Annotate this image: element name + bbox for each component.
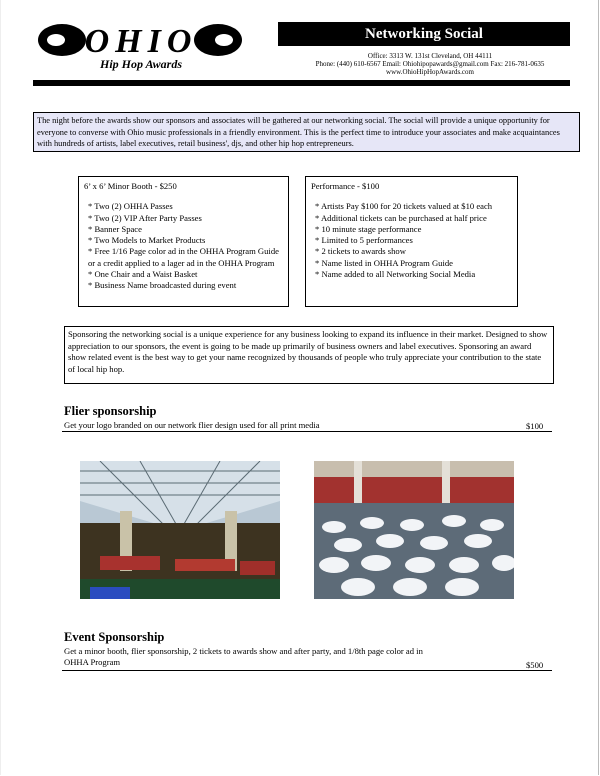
atrium-venue-photo [80,461,280,599]
svg-text:OHIO: OHIO [84,23,198,60]
list-item: * Two Models to Market Products [88,235,206,246]
website-link[interactable]: www.OhioHipHopAwards.com [386,68,474,76]
minor-booth-list [84,201,283,291]
list-item: * Banner Space [88,223,142,234]
list-item: * Two (2) OHHA Passes [88,201,173,212]
list-item: * Name listed in OHHA Program Guide [315,257,453,268]
event-sponsorship-heading: Event Sponsorship [64,630,165,644]
ohio-hip-hop-awards-logo [36,20,246,72]
list-item: * Free 1/16 Page color ad in the OHHA Program Guide or a credit applied to a lager ad in the OHHA Program [88,246,279,268]
address-line: Office: 3313 W. 131st Cleveland, OH 44111 [367,52,493,60]
flier-sponsorship-price: $100 [526,421,544,431]
performance-list [311,201,512,280]
list-item: * Artists Pay $100 for 20 tickets valued at $10 each [315,201,493,212]
header-divider [33,80,570,86]
sponsorship-paragraph: Sponsoring the networking social is a unique experience for any business looking to expand its influence in their market. Designed to show appreciation to our sponsors, the event is going to be made up primarily of business owners and label executives. Sponsoring an award show related event is the best way to get your name recognized by thousands of people who truly appreciate your contribution to the state of local hip hop. [64,326,554,384]
list-item: * Additional tickets can be purchased at half price [315,212,487,223]
list-item: * 10 minute stage performance [315,223,422,234]
event-sponsorship-price: $500 [526,660,544,670]
contact-line: Phone: (440) 610-6567 Email: Ohiohipopawards@gmail.com Fax: 216-781-0635 [315,60,545,68]
list-item: * Limited to 5 performances [315,235,413,246]
list-item: * Two (2) VIP After Party Passes [88,212,202,223]
event-divider [62,670,552,671]
minor-booth-box [78,176,289,307]
minor-booth-title: 6’ x 6’ Minor Booth - $250 [84,181,177,191]
flier-sponsorship-description: Get your logo branded on our network flier design used for all print media [64,420,320,430]
banquet-hall-photo [314,461,514,599]
intro-paragraph: The night before the awards show our sponsors and associates will be gathered at our networking social. The social will provide a unique opportunity for everyone to converse with Ohio music professionals in a friendly environment. This is the perfect time to introduce your associates and make acquaintances with hundreds of artists, label executives, retail business', djs, and other hip hop entrepreneurs. [33,112,580,152]
page-title: Networking Social [278,22,570,46]
list-item: * Business Name broadcasted during event [88,280,237,291]
event-sponsorship-description: Get a minor booth, flier sponsorship, 2 tickets to awards show and after party, and 1/8th page color ad in OHHA Program [64,646,423,667]
list-item: * Name added to all Networking Social Media [315,269,476,280]
list-item: * One Chair and a Waist Basket [88,269,198,280]
flier-sponsorship-heading: Flier sponsorship [64,404,157,418]
flier-divider [62,431,552,432]
list-item: * 2 tickets to awards show [315,246,406,257]
performance-box [305,176,518,307]
performance-title: Performance - $100 [311,181,380,191]
svg-text:Hip Hop Awards: Hip Hop Awards [99,57,183,71]
